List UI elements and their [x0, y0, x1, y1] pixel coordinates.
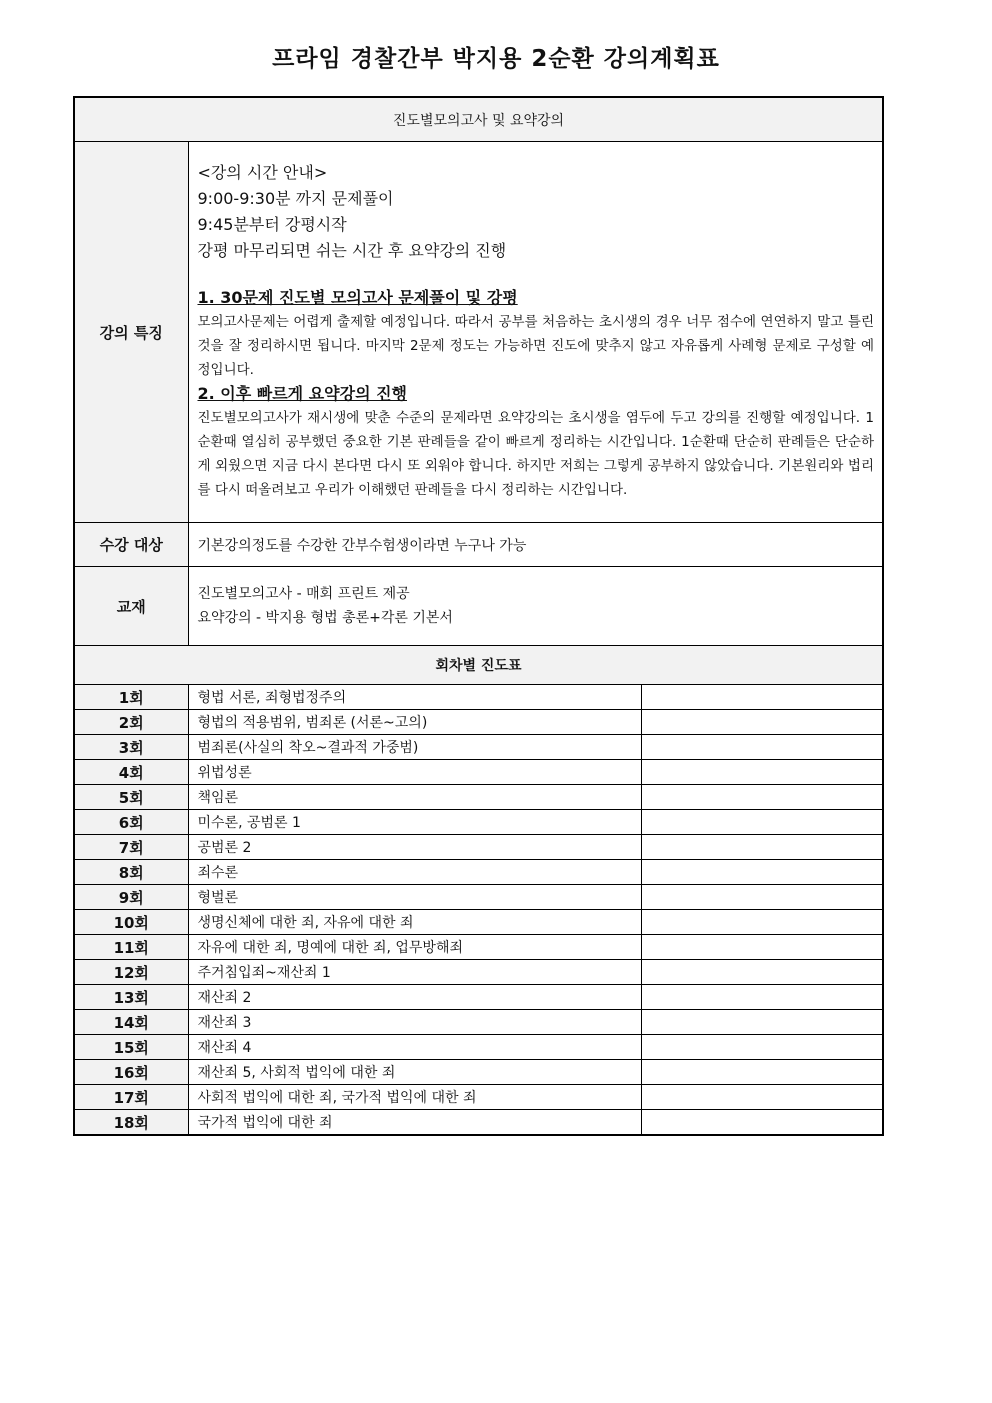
schedule-row — [74, 1110, 883, 1136]
session-topic: 자유에 대한 죄, 명예에 대한 죄, 업무방해죄 — [188, 935, 641, 960]
textbook-label: 교재 — [74, 567, 188, 646]
session-topic: 죄수론 — [188, 860, 641, 885]
intro-line: 9:45분부터 강평시작 — [197, 215, 347, 234]
textbook-content — [188, 567, 883, 646]
schedule-row — [74, 685, 883, 710]
session-topic: 형법 서론, 죄형법정주의 — [188, 685, 641, 710]
session-number: 1회 — [74, 685, 188, 710]
intro-line: 강평 마무리되면 쉬는 시간 후 요약강의 진행 — [197, 241, 507, 260]
schedule-row — [74, 1035, 883, 1060]
intro-line: 9:00-9:30분 까지 문제풀이 — [197, 189, 394, 208]
session-number: 15회 — [74, 1035, 188, 1060]
schedule-row — [74, 810, 883, 835]
session-note — [641, 685, 883, 710]
session-note — [641, 735, 883, 760]
textbook-line: 진도별모의고사 - 매회 프린트 제공 — [197, 586, 410, 602]
session-number: 16회 — [74, 1060, 188, 1085]
session-topic: 재산죄 2 — [188, 985, 641, 1010]
schedule-row — [74, 1010, 883, 1035]
session-number: 17회 — [74, 1085, 188, 1110]
schedule-row — [74, 960, 883, 985]
features-label: 강의 특징 — [74, 142, 188, 523]
session-note — [641, 885, 883, 910]
session-note — [641, 960, 883, 985]
session-topic: 범죄론(사실의 착오~결과적 가중범) — [188, 735, 641, 760]
session-topic: 국가적 법익에 대한 죄 — [188, 1110, 641, 1136]
schedule-row — [74, 835, 883, 860]
session-note — [641, 1060, 883, 1085]
session-number: 10회 — [74, 910, 188, 935]
session-topic: 생명신체에 대한 죄, 자유에 대한 죄 — [188, 910, 641, 935]
schedule-row — [74, 1060, 883, 1085]
intro-line: <강의 시간 안내> — [197, 163, 328, 182]
section1-title: 1. 30문제 진도별 모의고사 문제풀이 및 강평 — [197, 288, 518, 307]
schedule-row — [74, 860, 883, 885]
session-note — [641, 1085, 883, 1110]
schedule-intro — [198, 160, 875, 264]
session-note — [641, 985, 883, 1010]
session-note — [641, 1010, 883, 1035]
session-topic: 재산죄 3 — [188, 1010, 641, 1035]
session-note — [641, 1110, 883, 1136]
schedule-row — [74, 935, 883, 960]
session-topic: 위법성론 — [188, 760, 641, 785]
session-note — [641, 835, 883, 860]
session-number: 9회 — [74, 885, 188, 910]
session-number: 11회 — [74, 935, 188, 960]
session-number: 2회 — [74, 710, 188, 735]
session-topic: 형법의 적용범위, 범죄론 (서론~고의) — [188, 710, 641, 735]
session-note — [641, 710, 883, 735]
schedule-row — [74, 710, 883, 735]
session-note — [641, 810, 883, 835]
session-number: 7회 — [74, 835, 188, 860]
target-label: 수강 대상 — [74, 523, 188, 567]
target-value: 기본강의정도를 수강한 간부수험생이라면 누구나 가능 — [188, 523, 883, 567]
session-number: 12회 — [74, 960, 188, 985]
session-note — [641, 935, 883, 960]
schedule-row — [74, 785, 883, 810]
session-number: 13회 — [74, 985, 188, 1010]
session-number: 8회 — [74, 860, 188, 885]
session-note — [641, 1035, 883, 1060]
schedule-row — [74, 1085, 883, 1110]
session-topic: 형벌론 — [188, 885, 641, 910]
session-topic: 재산죄 4 — [188, 1035, 641, 1060]
session-note — [641, 760, 883, 785]
course-header: 진도별모의고사 및 요약강의 — [74, 97, 883, 142]
session-note — [641, 910, 883, 935]
schedule-row — [74, 985, 883, 1010]
page-title: 프라임 경찰간부 박지용 2순환 강의계획표 — [272, 46, 720, 72]
session-number: 6회 — [74, 810, 188, 835]
session-number: 14회 — [74, 1010, 188, 1035]
session-topic: 사회적 법익에 대한 죄, 국가적 법익에 대한 죄 — [188, 1085, 641, 1110]
schedule-row — [74, 910, 883, 935]
session-number: 4회 — [74, 760, 188, 785]
schedule-title: 회차별 진도표 — [74, 646, 883, 685]
session-topic: 재산죄 5, 사회적 법익에 대한 죄 — [188, 1060, 641, 1085]
section2-title: 2. 이후 빠르게 요약강의 진행 — [197, 384, 408, 403]
features-content — [188, 142, 883, 523]
section2-body: 진도별모의고사가 재시생에 맞춘 수준의 문제라면 요약강의는 초시생을 염두에 두고 강의를 진행할 예정입니다. 1순환때 열심히 공부했던 중요한 기본 판례들을 같이 빠르게 정리하는 시간입니다. 1순환때 단순히 판례들은 단순하게 외웠으면 지금 다시 본다면 다시 또 외워야 합니다. 하지만 저희는 그렇게 공부하지 않았습니다. 기본원리와 법리를 다시 떠올려보고 우리가 이해했던 판례들을 다시 정리하는 시간입니다. — [197, 410, 874, 498]
schedule-row — [74, 885, 883, 910]
session-topic: 주거침입죄~재산죄 1 — [188, 960, 641, 985]
session-topic: 미수론, 공범론 1 — [188, 810, 641, 835]
session-topic: 공범론 2 — [188, 835, 641, 860]
session-number: 3회 — [74, 735, 188, 760]
lecture-plan-table — [73, 96, 884, 1136]
session-topic: 책임론 — [188, 785, 641, 810]
session-note — [641, 785, 883, 810]
session-note — [641, 860, 883, 885]
textbook-line: 요약강의 - 박지용 형법 총론+각론 기본서 — [197, 610, 453, 626]
session-number: 18회 — [74, 1110, 188, 1136]
section1-body: 모의고사문제는 어렵게 출제할 예정입니다. 따라서 공부를 처음하는 초시생의 경우 너무 점수에 연연하지 말고 틀린 것을 잘 정리하시면 됩니다. 마지막 2문제 정도는 가능하면 진도에 맞추지 않고 자유롭게 사례형 문제로 구성할 예정입니다. — [197, 314, 874, 378]
schedule-row — [74, 760, 883, 785]
schedule-row — [74, 735, 883, 760]
session-number: 5회 — [74, 785, 188, 810]
